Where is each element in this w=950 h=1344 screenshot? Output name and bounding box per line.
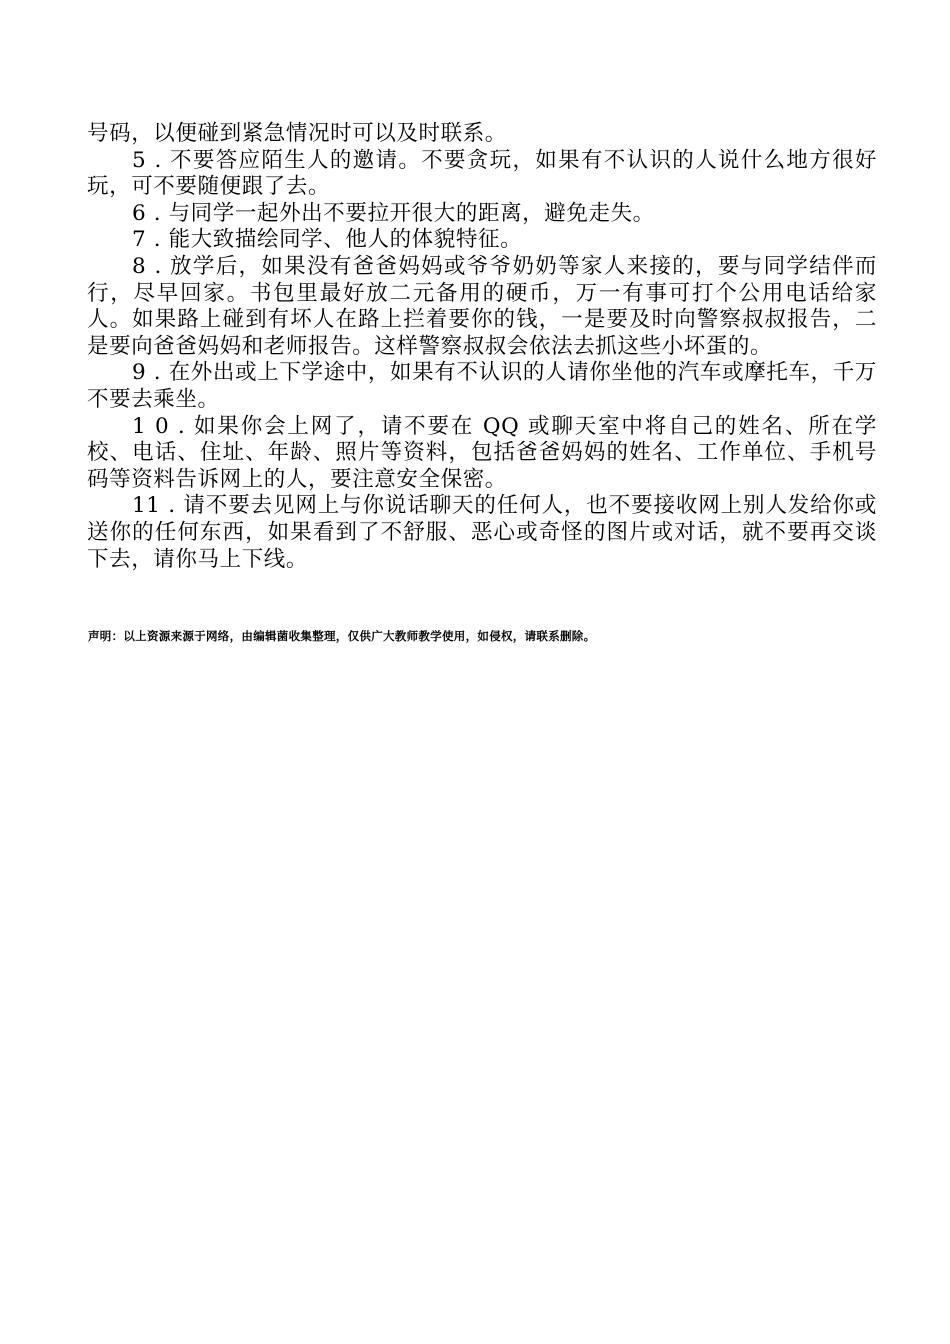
paragraph-item-7: 7 . 能大致描绘同学、他人的体貌特征。 — [132, 227, 523, 253]
paragraph-item-10: 1 0 . 如果你会上网了，请不要在 QQ 或聊天室中将自己的姓名、所在学校、电话、住址、年龄、照片等资料，包括爸爸妈妈的姓名、工作单位、手机号码等资料告诉网上的人，要注意安全保密。 — [87, 413, 877, 492]
paragraph-item-11: 11 . 请不要去见网上与你说话聊天的任何人，也不要接收网上别人发给你或送你的任何东西，如果看到了不舒服、恶心或奇怪的图片或对话，就不要再交谈下去，请你马上下线。 — [87, 493, 877, 572]
document-body — [87, 121, 877, 573]
paragraph-continuation: 号码，以便碰到紧急情况时可以及时联系。 — [87, 121, 507, 146]
paragraph-item-6: 6 . 与同学一起外出不要拉开很大的距离，避免走失。 — [132, 200, 655, 226]
paragraph-item-9: 9 . 在外出或上下学途中，如果有不认识的人请你坐他的汽车或摩托车，千万不要去乘坐。 — [87, 360, 877, 412]
paragraph-item-5: 5 . 不要答应陌生人的邀请。不要贪玩，如果有不认识的人说什么地方很好玩，可不要随便跟了去。 — [87, 147, 877, 200]
paragraph-item-8: 8 . 放学后，如果没有爸爸妈妈或爷爷奶奶等家人来接的，要与同学结伴而行，尽早回家。书包里最好放二元备用的硬币，万一有事可打个公用电话给家人。如果路上碰到有坏人在路上拦着要你的钱，一是要及时向警察叔叔报告，二是要向爸爸妈妈和老师报告。这样警察叔叔会依法去抓这些小坏蛋的。 — [87, 253, 877, 359]
disclaimer-notice: 声明：以上资源来源于网络，由编辑菌收集整理，仅供广大教师教学使用，如侵权，请联系删除。 — [88, 629, 596, 643]
